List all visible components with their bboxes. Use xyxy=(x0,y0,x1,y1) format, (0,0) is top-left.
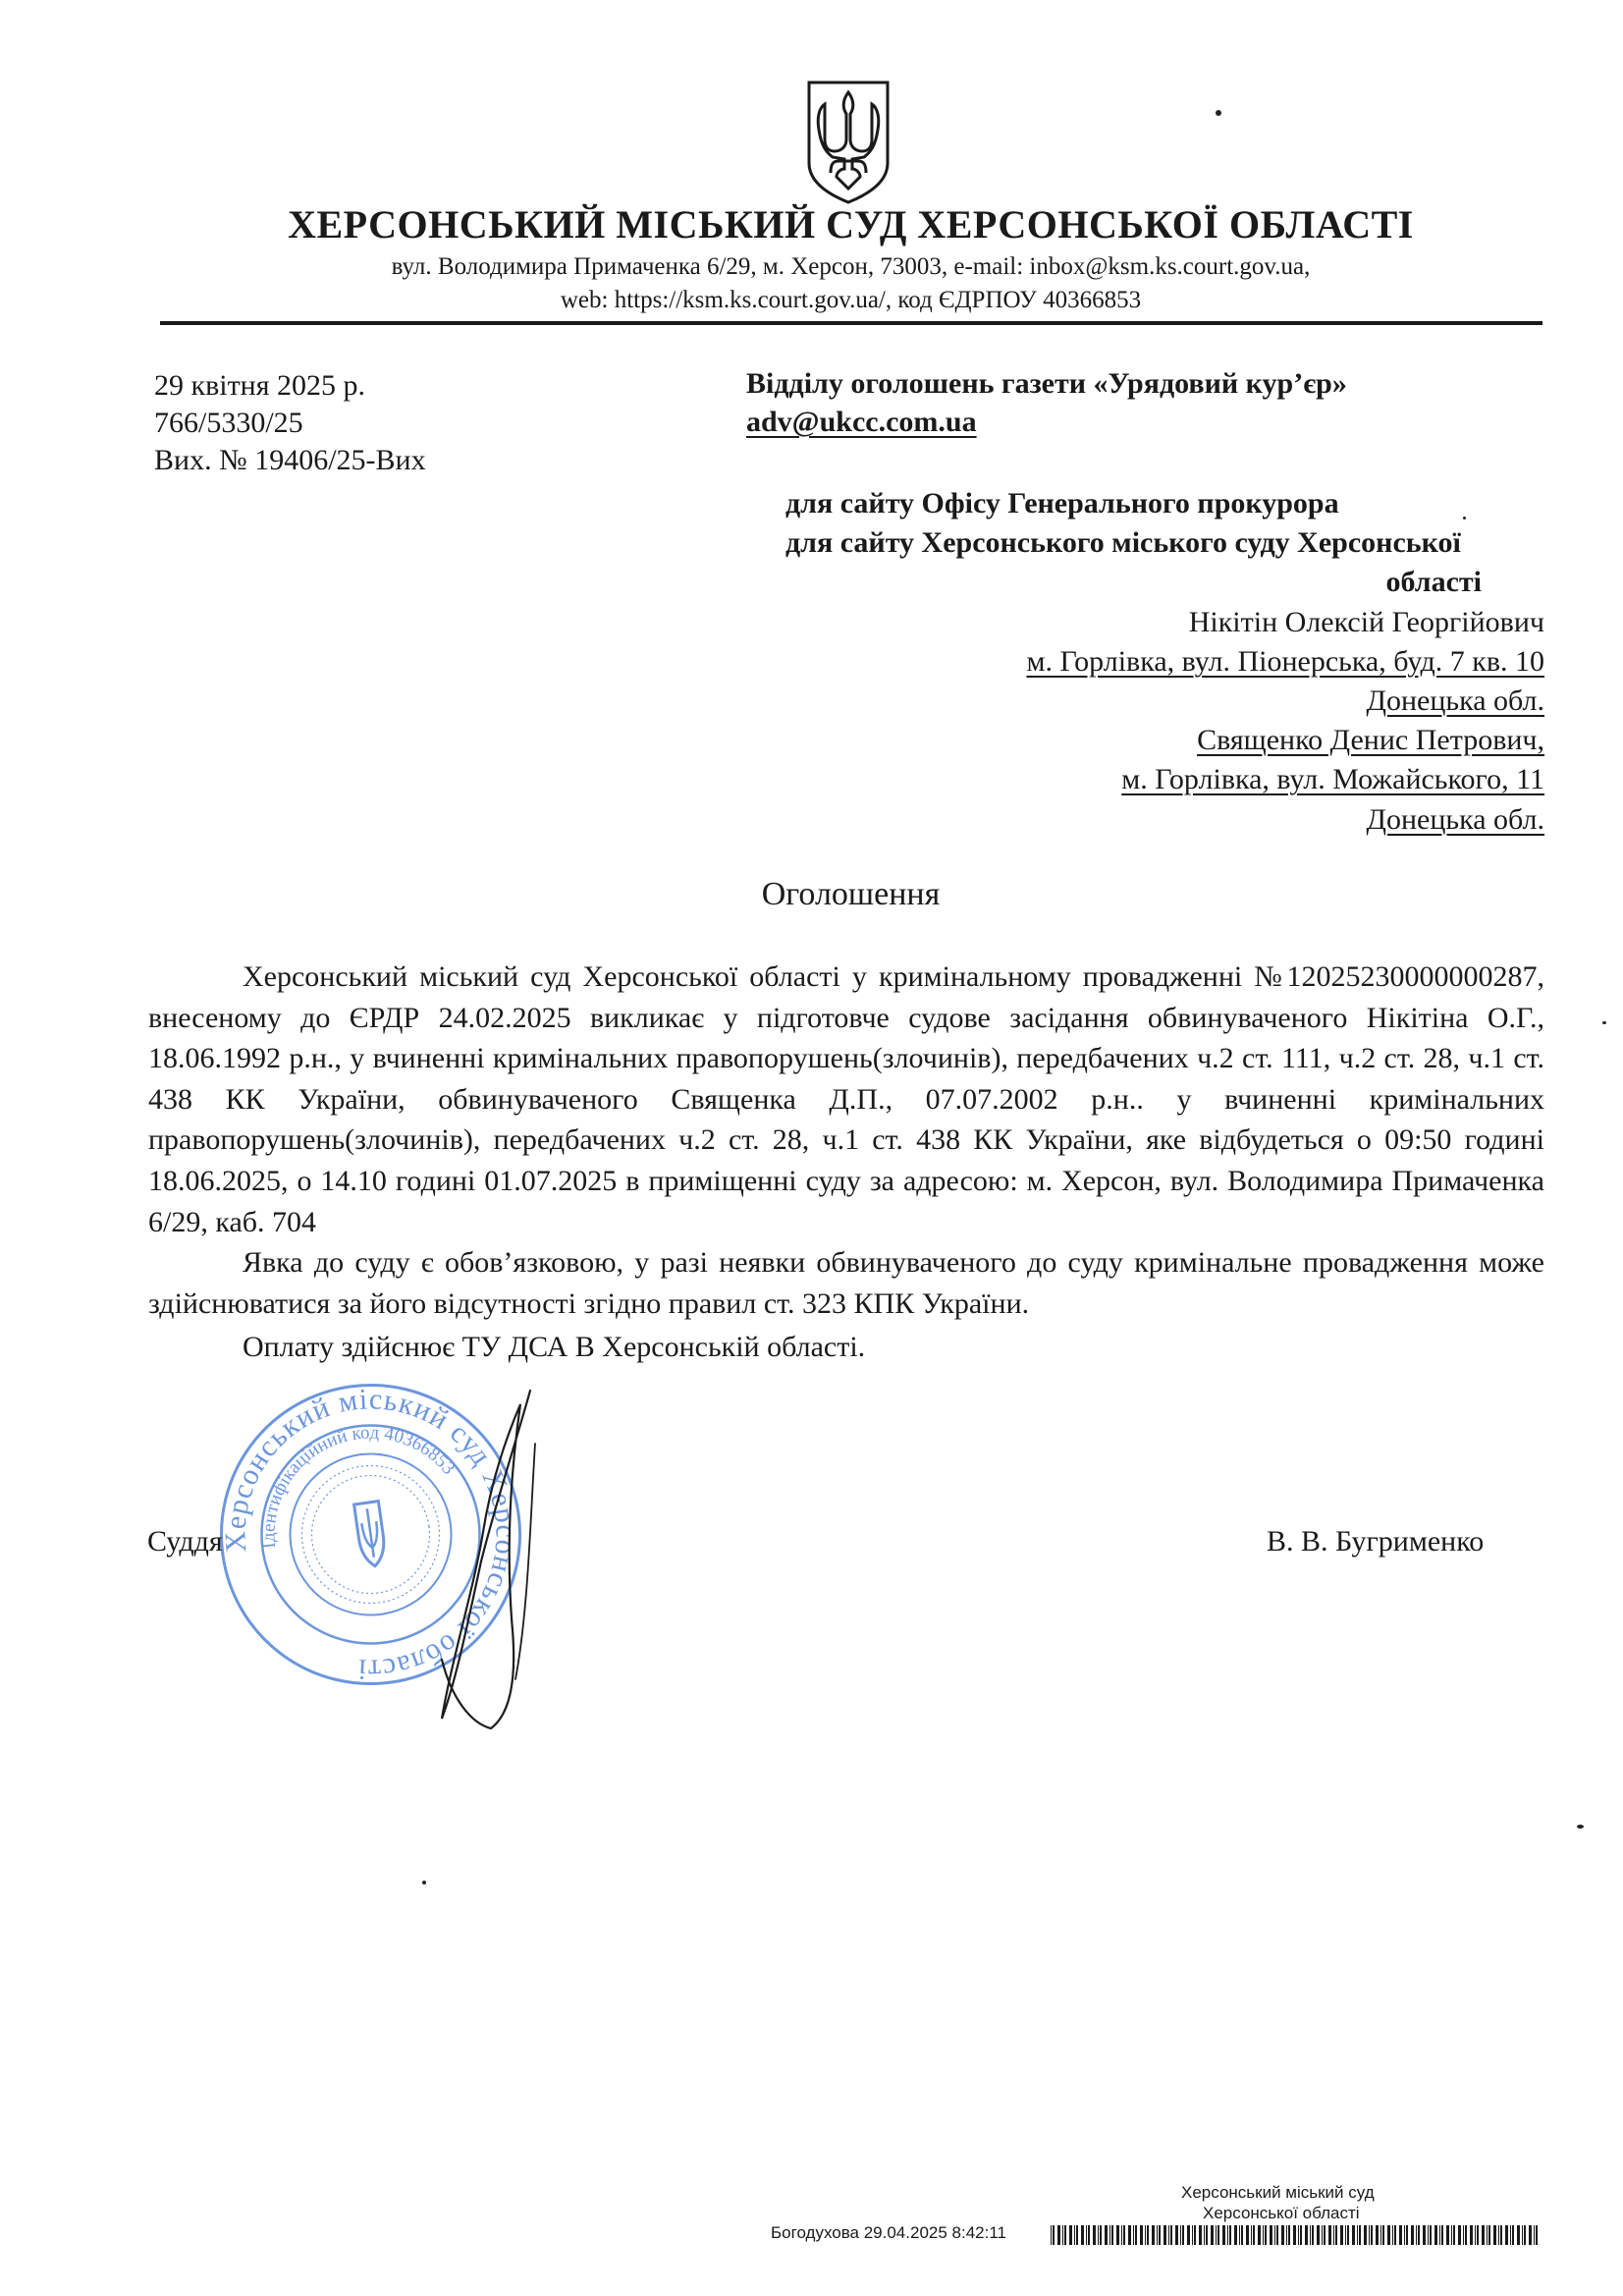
barcode-bar xyxy=(1241,2225,1243,2245)
barcode-bar xyxy=(1199,2225,1202,2245)
barcode-bar xyxy=(1498,2225,1499,2245)
barcode-bar xyxy=(1439,2225,1440,2245)
barcode-bar xyxy=(1463,2225,1464,2245)
document-date: 29 квітня 2025 р. xyxy=(154,369,366,402)
barcode-bar xyxy=(1263,2225,1264,2245)
barcode-bar xyxy=(1488,2225,1490,2245)
barcode-bar xyxy=(1076,2225,1078,2245)
scan-speck xyxy=(1463,517,1466,519)
barcode-bar xyxy=(1317,2225,1320,2245)
barcode-bar xyxy=(1128,2225,1131,2245)
barcode-bar xyxy=(1510,2225,1511,2245)
court-name: ХЕРСОНСЬКИЙ МІСЬКИЙ СУД ХЕРСОНСЬКОЇ ОБЛАСТІ xyxy=(288,202,1414,246)
scan-speck xyxy=(1577,1825,1584,1829)
barcode-bar xyxy=(1446,2225,1449,2245)
addressee-prosecutor-prefix: для сайту xyxy=(785,487,922,519)
barcode-bar xyxy=(1465,2225,1467,2245)
scan-speck xyxy=(1216,110,1221,116)
barcode-bar xyxy=(1312,2225,1314,2245)
barcode-bar xyxy=(1192,2225,1193,2245)
barcode-bar xyxy=(1105,2225,1108,2245)
barcode-bar xyxy=(1364,2225,1367,2245)
barcode-bar xyxy=(1392,2225,1393,2245)
barcode-bar xyxy=(1441,2225,1443,2245)
barcode-bar xyxy=(1251,2225,1252,2245)
barcode-bar xyxy=(1053,2225,1055,2245)
barcode-bar xyxy=(1487,2225,1488,2245)
barcode-bar xyxy=(1524,2225,1526,2245)
barcode-bar xyxy=(1406,2225,1408,2245)
barcode-bar xyxy=(1253,2225,1255,2245)
barcode-bar xyxy=(1505,2225,1508,2245)
addressee-newspaper: Відділу оголошень газети «Урядовий кур’єр» xyxy=(746,367,1347,400)
addressee-prosecutor-office: Офісу Генерального прокурора xyxy=(921,487,1339,519)
barcode-bar xyxy=(1322,2225,1323,2245)
barcode-bar xyxy=(1100,2225,1102,2245)
notice-paragraph-summons: Херсонський міський суд Херсонської області у кримінальному провадженні №12025230000000287, внесеному до ЄРДР 24.02.2025 викликає у підготовче судове засідання обвинуваченого Нікітіна О.Г., 18.06.1992 р.н., у вчиненні кримінальних правопорушень(злочинів), передбачених ч.2 ст. 111, ч.2 ст. 28, ч.1 ст. 438 КК України, обвинуваченого Священка Д.П., 07.07.2002 р.н.. у вчиненні кримінальних правопорушень(злочинів), передбачених ч.2 ст. 28, ч.1 ст. 438 КК України, яке відбудеться о 09:50 годині 18.06.2025, о 14.10 годині 01.07.2025 в приміщенні суду за адресою: м. Херсон, вул. Володимира Примаченка 6/29, каб. 704 xyxy=(148,960,1544,1238)
outgoing-number: Вих. № 19406/25-Вих xyxy=(154,444,426,476)
barcode-bar xyxy=(1305,2225,1308,2245)
barcode-bar xyxy=(1394,2225,1396,2245)
barcode-bar xyxy=(1534,2225,1535,2245)
scan-speck xyxy=(1602,1021,1606,1024)
barcode-bar xyxy=(1418,2225,1420,2245)
case-reference: 766/5330/25 xyxy=(154,407,303,439)
barcode-bar xyxy=(1204,2225,1205,2245)
barcode-icon xyxy=(1051,2225,1542,2245)
barcode-bar xyxy=(1453,2225,1455,2245)
addressee-court-site-line2: області xyxy=(1385,566,1482,598)
barcode-bar xyxy=(1217,2225,1219,2245)
barcode-bar xyxy=(1152,2225,1155,2245)
barcode-bar xyxy=(1227,2225,1228,2245)
barcode-bar xyxy=(1369,2225,1370,2245)
barcode-bar xyxy=(1387,2225,1390,2245)
barcode-bar xyxy=(1111,2225,1113,2245)
header-divider xyxy=(160,321,1542,325)
addressee-newspaper-email: adv@ukcc.com.ua xyxy=(746,406,977,438)
barcode-bar xyxy=(1328,2225,1331,2245)
barcode-bar xyxy=(1276,2225,1278,2245)
barcode-bar xyxy=(1093,2225,1096,2245)
barcode-bar xyxy=(1416,2225,1417,2245)
barcode-bar xyxy=(1500,2225,1502,2245)
barcode-bar xyxy=(1423,2225,1426,2245)
barcode-bar xyxy=(1246,2225,1249,2245)
barcode-bar xyxy=(1062,2225,1063,2245)
barcode-bar xyxy=(1109,2225,1110,2245)
barcode-bar xyxy=(1371,2225,1373,2245)
court-address: вул. Володимира Примаченка 6/29, м. Херсон, 73003, e-mail: inbox@ksm.ks.court.gov.ua, xyxy=(391,253,1311,280)
barcode-bar xyxy=(1206,2225,1208,2245)
barcode-bar xyxy=(1258,2225,1261,2245)
barcode-bar xyxy=(1265,2225,1267,2245)
barcode-bar xyxy=(1157,2225,1158,2245)
barcode-bar xyxy=(1168,2225,1169,2245)
barcode-bar xyxy=(1074,2225,1075,2245)
barcode-bar xyxy=(1194,2225,1196,2245)
barcode-bar xyxy=(1411,2225,1414,2245)
barcode-bar xyxy=(1298,2225,1299,2245)
barcode-bar xyxy=(1229,2225,1231,2245)
barcode-bar xyxy=(1133,2225,1134,2245)
barcode-bar xyxy=(1475,2225,1476,2245)
accused-2-region: Донецька обл. xyxy=(1366,803,1544,836)
notice-heading: Оголошення xyxy=(761,876,941,912)
barcode-bar xyxy=(1286,2225,1287,2245)
barcode-bar xyxy=(1512,2225,1514,2245)
barcode-bar xyxy=(1057,2225,1060,2245)
barcode-bar xyxy=(1135,2225,1137,2245)
scan-speck xyxy=(422,1881,426,1885)
barcode-bar xyxy=(1170,2225,1172,2245)
barcode-bar xyxy=(1239,2225,1240,2245)
barcode-bar xyxy=(1088,2225,1090,2245)
seal-outer-text: Херсонський міський суд Херсонської області xyxy=(219,1383,522,1686)
accused-1-name: Нікітін Олексій Георгійович xyxy=(1188,606,1544,638)
barcode-bar xyxy=(1482,2225,1485,2245)
barcode-bar xyxy=(1376,2225,1379,2245)
notice-payment: Оплату здійснює ТУ ДСА В Херсонській області. xyxy=(243,1331,866,1363)
barcode-bar xyxy=(1145,2225,1146,2245)
barcode-bar xyxy=(1211,2225,1214,2245)
barcode-bar xyxy=(1069,2225,1072,2245)
barcode-bar xyxy=(1293,2225,1296,2245)
barcode-bar xyxy=(1147,2225,1149,2245)
judge-label: Суддя xyxy=(147,1525,223,1558)
barcode-bar xyxy=(1434,2225,1437,2245)
barcode-bar xyxy=(1529,2225,1532,2245)
registry-entry: Богодухова 29.04.2025 8:42:11 xyxy=(771,2223,1006,2242)
barcode-bar xyxy=(1182,2225,1184,2245)
notice-paragraph-attendance: Явка до суду є обов’язковою, у разі неявки обвинуваченого до суду кримінальне провадження може здійснюватися за його відсутності згідно правил ст. 323 КПК України. xyxy=(148,1246,1544,1320)
barcode-bar xyxy=(1382,2225,1384,2245)
barcode-bar xyxy=(1493,2225,1496,2245)
barcode-bar xyxy=(1123,2225,1125,2245)
judge-signature xyxy=(412,1385,550,1738)
barcode-bar xyxy=(1163,2225,1166,2245)
barcode-bar xyxy=(1347,2225,1349,2245)
barcode-bar xyxy=(1051,2225,1052,2245)
accused-2-name: Священко Денис Петрович, xyxy=(1197,724,1544,756)
barcode-bar xyxy=(1288,2225,1290,2245)
barcode-bar xyxy=(1522,2225,1523,2245)
barcode-bar xyxy=(1187,2225,1190,2245)
accused-1-street: м. Горлівка, вул. Піонерська, буд. 7 кв. 10 xyxy=(1026,645,1544,678)
court-web-and-code: web: https://ksm.ks.court.gov.ua/, код ЄДРПОУ 40366853 xyxy=(560,287,1142,313)
barcode-bar xyxy=(1352,2225,1355,2245)
barcode-bar xyxy=(1216,2225,1217,2245)
barcode-bar xyxy=(1159,2225,1161,2245)
barcode-bar xyxy=(1357,2225,1358,2245)
accused-2-street: м. Горлівка, вул. Можайського, 11 xyxy=(1121,763,1544,795)
barcode-bar xyxy=(1270,2225,1272,2245)
barcode-bar xyxy=(1380,2225,1381,2245)
barcode-bar xyxy=(1121,2225,1122,2245)
barcode-bar xyxy=(1300,2225,1302,2245)
barcode-bar xyxy=(1086,2225,1087,2245)
notice-body xyxy=(148,957,1544,1324)
barcode-bar xyxy=(1359,2225,1361,2245)
barcode-bar xyxy=(1274,2225,1275,2245)
addressee-court-site-line1: для сайту Херсонського міського суду Херсонської xyxy=(785,526,1461,559)
addressee-prosecutor-site xyxy=(785,487,1339,520)
barcode-bar xyxy=(1470,2225,1473,2245)
barcode-bar xyxy=(1180,2225,1181,2245)
registry-court-line1: Херсонський міський суд xyxy=(1181,2183,1375,2202)
barcode-bar xyxy=(1430,2225,1432,2245)
barcode-bar xyxy=(1458,2225,1461,2245)
barcode-bar xyxy=(1333,2225,1334,2245)
barcode-bar xyxy=(1310,2225,1311,2245)
barcode-bar xyxy=(1081,2225,1084,2245)
barcode-bar xyxy=(1324,2225,1325,2245)
coat-of-arms-icon xyxy=(803,79,893,206)
barcode-bar xyxy=(1116,2225,1119,2245)
barcode-bar xyxy=(1451,2225,1452,2245)
barcode-bar xyxy=(1098,2225,1099,2245)
registry-court-line2: Херсонської області xyxy=(1203,2204,1360,2222)
barcode-bar xyxy=(1140,2225,1143,2245)
barcode-bar xyxy=(1399,2225,1402,2245)
barcode-bar xyxy=(1234,2225,1237,2245)
barcode-bar xyxy=(1281,2225,1284,2245)
accused-1-region: Донецька обл. xyxy=(1366,684,1544,717)
barcode-bar xyxy=(1340,2225,1343,2245)
barcode-bar xyxy=(1345,2225,1346,2245)
barcode-bar xyxy=(1536,2225,1538,2245)
barcode-bar xyxy=(1064,2225,1066,2245)
barcode-bar xyxy=(1428,2225,1429,2245)
seal-inner-text: Ідентифікаційний код 40366853 xyxy=(258,1422,460,1550)
barcode-bar xyxy=(1404,2225,1405,2245)
barcode-bar xyxy=(1477,2225,1479,2245)
barcode-bar xyxy=(1335,2225,1337,2245)
judge-name: В. В. Бугрименко xyxy=(1267,1525,1485,1558)
barcode-bar xyxy=(1517,2225,1520,2245)
barcode-bar xyxy=(1222,2225,1225,2245)
barcode-bar xyxy=(1175,2225,1178,2245)
